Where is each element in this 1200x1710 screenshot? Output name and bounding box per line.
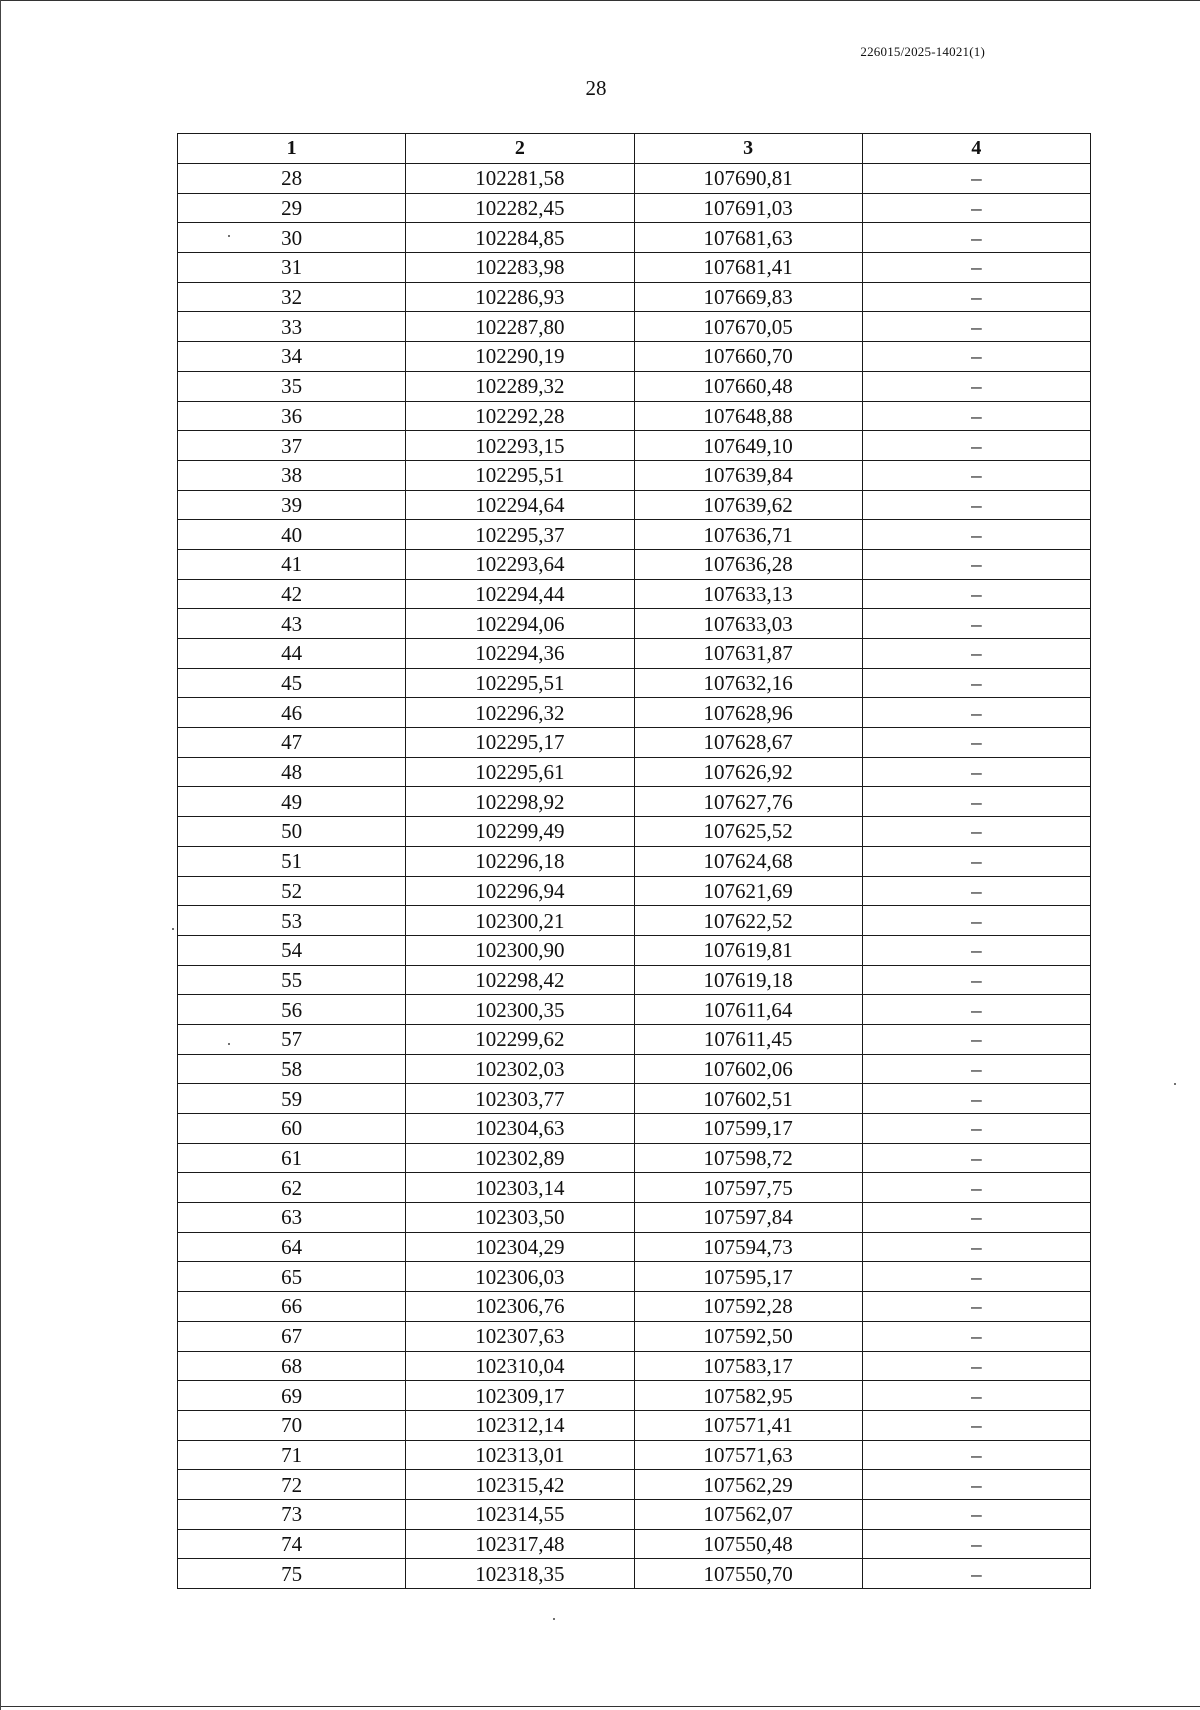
scan-left-edge [0, 0, 1, 1710]
table-cell: 107602,51 [634, 1084, 862, 1114]
table-cell: 43 [178, 609, 406, 639]
table-cell: – [862, 1024, 1090, 1054]
scan-bottom-rule [0, 1706, 1200, 1707]
table-cell: 44 [178, 639, 406, 669]
table-cell: 107597,84 [634, 1203, 862, 1233]
table-cell: 107649,10 [634, 431, 862, 461]
table-cell: 107628,67 [634, 728, 862, 758]
table-cell: 40 [178, 520, 406, 550]
table-cell: 107597,75 [634, 1173, 862, 1203]
column-header: 3 [634, 134, 862, 164]
table-cell: 50 [178, 817, 406, 847]
table-cell: – [862, 223, 1090, 253]
column-header: 2 [406, 134, 634, 164]
table-cell: 51 [178, 846, 406, 876]
table-cell: 102286,93 [406, 282, 634, 312]
table-row [178, 401, 1091, 431]
table-row [178, 876, 1091, 906]
table-cell: – [862, 342, 1090, 372]
table-cell: 102292,28 [406, 401, 634, 431]
table-cell: 107681,41 [634, 253, 862, 283]
table-cell: 107669,83 [634, 282, 862, 312]
table-row [178, 1559, 1091, 1589]
table-cell: 102312,14 [406, 1410, 634, 1440]
table-cell: 39 [178, 490, 406, 520]
table-cell: – [862, 698, 1090, 728]
table-cell: 72 [178, 1470, 406, 1500]
table-cell: 102294,06 [406, 609, 634, 639]
table-cell: – [862, 935, 1090, 965]
table-cell: – [862, 1410, 1090, 1440]
table-cell: – [862, 312, 1090, 342]
table-cell: 107592,28 [634, 1292, 862, 1322]
table-cell: – [862, 431, 1090, 461]
table-row [178, 1143, 1091, 1173]
table-cell: – [862, 1529, 1090, 1559]
scan-speck [172, 928, 174, 930]
table-cell: 107660,70 [634, 342, 862, 372]
table-cell: 102303,50 [406, 1203, 634, 1233]
table-cell: 102287,80 [406, 312, 634, 342]
scan-speck [1174, 1083, 1176, 1085]
table-cell: 102299,62 [406, 1024, 634, 1054]
table-cell: 102300,35 [406, 995, 634, 1025]
table-cell: – [862, 965, 1090, 995]
table-cell: – [862, 1143, 1090, 1173]
table-cell: 107611,64 [634, 995, 862, 1025]
table-cell: 47 [178, 728, 406, 758]
table-cell: 102295,17 [406, 728, 634, 758]
table-row [178, 1529, 1091, 1559]
table-cell: – [862, 1351, 1090, 1381]
table-cell: 107670,05 [634, 312, 862, 342]
table-cell: 102295,61 [406, 757, 634, 787]
table-row [178, 787, 1091, 817]
table-cell: 102294,44 [406, 579, 634, 609]
table-row [178, 668, 1091, 698]
table-cell: 107626,92 [634, 757, 862, 787]
table-cell: 107631,87 [634, 639, 862, 669]
table-cell: 31 [178, 253, 406, 283]
table-cell: 107592,50 [634, 1321, 862, 1351]
table-cell: 102302,89 [406, 1143, 634, 1173]
table-row [178, 1054, 1091, 1084]
table-cell: 68 [178, 1351, 406, 1381]
table-cell: 102310,04 [406, 1351, 634, 1381]
table-cell: 59 [178, 1084, 406, 1114]
table-cell: – [862, 1321, 1090, 1351]
table-cell: 57 [178, 1024, 406, 1054]
table-row [178, 1173, 1091, 1203]
table-cell: 102281,58 [406, 164, 634, 194]
table-row [178, 1470, 1091, 1500]
table-cell: 102303,77 [406, 1084, 634, 1114]
table-row [178, 698, 1091, 728]
table-cell: – [862, 253, 1090, 283]
table-cell: 107602,06 [634, 1054, 862, 1084]
table-cell: – [862, 460, 1090, 490]
table-cell: – [862, 995, 1090, 1025]
table-cell: – [862, 728, 1090, 758]
table-cell: 107639,84 [634, 460, 862, 490]
table-cell: 102283,98 [406, 253, 634, 283]
table-row [178, 1440, 1091, 1470]
table-cell: 107681,63 [634, 223, 862, 253]
table-row [178, 1292, 1091, 1322]
table-cell: 52 [178, 876, 406, 906]
table-cell: 63 [178, 1203, 406, 1233]
table-cell: 62 [178, 1173, 406, 1203]
table-cell: 102313,01 [406, 1440, 634, 1470]
table-cell: 107648,88 [634, 401, 862, 431]
table-cell: – [862, 817, 1090, 847]
table-row [178, 312, 1091, 342]
table-cell: 61 [178, 1143, 406, 1173]
table-cell: – [862, 1559, 1090, 1589]
table-cell: 64 [178, 1232, 406, 1262]
table-cell: 107636,71 [634, 520, 862, 550]
table-cell: 107619,81 [634, 935, 862, 965]
table-row [178, 639, 1091, 669]
table-cell: 102318,35 [406, 1559, 634, 1589]
table-cell: 102295,51 [406, 668, 634, 698]
table-cell: 107622,52 [634, 906, 862, 936]
table-cell: 75 [178, 1559, 406, 1589]
table-row [178, 1499, 1091, 1529]
table-cell: 102299,49 [406, 817, 634, 847]
table-cell: 102296,32 [406, 698, 634, 728]
table-cell: – [862, 401, 1090, 431]
table-row [178, 579, 1091, 609]
table-cell: 38 [178, 460, 406, 490]
table-cell: 30 [178, 223, 406, 253]
table-row [178, 1381, 1091, 1411]
table-row [178, 935, 1091, 965]
table-cell: 48 [178, 757, 406, 787]
table-cell: 107550,70 [634, 1559, 862, 1589]
table-cell: – [862, 1440, 1090, 1470]
table-cell: 107633,13 [634, 579, 862, 609]
table-cell: 102284,85 [406, 223, 634, 253]
table-cell: – [862, 1173, 1090, 1203]
table-cell: 37 [178, 431, 406, 461]
table-cell: 107625,52 [634, 817, 862, 847]
table-cell: 28 [178, 164, 406, 194]
table-cell: 67 [178, 1321, 406, 1351]
table-cell: 41 [178, 549, 406, 579]
table-cell: 65 [178, 1262, 406, 1292]
table-cell: – [862, 639, 1090, 669]
table-cell: – [862, 1084, 1090, 1114]
table-row [178, 995, 1091, 1025]
table-cell: 102303,14 [406, 1173, 634, 1203]
table-cell: – [862, 549, 1090, 579]
table-cell: 102315,42 [406, 1470, 634, 1500]
coordinates-table [177, 133, 1091, 1589]
table-cell: 102295,51 [406, 460, 634, 490]
table-row [178, 965, 1091, 995]
scan-speck [553, 1618, 555, 1620]
table-cell: 102294,64 [406, 490, 634, 520]
table-row [178, 549, 1091, 579]
table-cell: 107562,07 [634, 1499, 862, 1529]
table-cell: – [862, 1054, 1090, 1084]
table-cell: 102298,42 [406, 965, 634, 995]
table-cell: 56 [178, 995, 406, 1025]
table-cell: 107611,45 [634, 1024, 862, 1054]
table-row [178, 757, 1091, 787]
table-cell: – [862, 757, 1090, 787]
table-cell: 107628,96 [634, 698, 862, 728]
table-cell: 102300,21 [406, 906, 634, 936]
table-cell: 32 [178, 282, 406, 312]
table-row [178, 609, 1091, 639]
table-cell: 53 [178, 906, 406, 936]
table-row [178, 1262, 1091, 1292]
table-row [178, 1410, 1091, 1440]
table-cell: 107639,62 [634, 490, 862, 520]
table-row [178, 253, 1091, 283]
table-cell: 107550,48 [634, 1529, 862, 1559]
table-row [178, 490, 1091, 520]
table-cell: 107632,16 [634, 668, 862, 698]
table-cell: 107660,48 [634, 371, 862, 401]
table-cell: 107691,03 [634, 193, 862, 223]
table-cell: 35 [178, 371, 406, 401]
table-cell: – [862, 579, 1090, 609]
table-cell: 102302,03 [406, 1054, 634, 1084]
table-cell: 107571,63 [634, 1440, 862, 1470]
table-cell: 46 [178, 698, 406, 728]
table-row [178, 223, 1091, 253]
column-header: 1 [178, 134, 406, 164]
table-cell: – [862, 164, 1090, 194]
table-cell: 102304,29 [406, 1232, 634, 1262]
table-cell: 107595,17 [634, 1262, 862, 1292]
table-header-row [178, 134, 1091, 164]
table-cell: 42 [178, 579, 406, 609]
table-row [178, 460, 1091, 490]
table-cell: 102293,64 [406, 549, 634, 579]
table-cell: 107562,29 [634, 1470, 862, 1500]
table-cell: 71 [178, 1440, 406, 1470]
table-cell: 45 [178, 668, 406, 698]
table-cell: 107624,68 [634, 846, 862, 876]
table-cell: 102298,92 [406, 787, 634, 817]
table-cell: 55 [178, 965, 406, 995]
table-cell: – [862, 787, 1090, 817]
table-cell: – [862, 282, 1090, 312]
table-row [178, 1203, 1091, 1233]
table-cell: 36 [178, 401, 406, 431]
table-cell: 107690,81 [634, 164, 862, 194]
table-row [178, 906, 1091, 936]
table-row [178, 431, 1091, 461]
table-cell: 107636,28 [634, 549, 862, 579]
table-cell: 107621,69 [634, 876, 862, 906]
table-row [178, 193, 1091, 223]
table-row [178, 1024, 1091, 1054]
table-cell: 107598,72 [634, 1143, 862, 1173]
table-cell: – [862, 846, 1090, 876]
table-cell: 102295,37 [406, 520, 634, 550]
table-cell: 102314,55 [406, 1499, 634, 1529]
table-cell: 29 [178, 193, 406, 223]
table-cell: 102290,19 [406, 342, 634, 372]
table-cell: – [862, 609, 1090, 639]
table-cell: – [862, 1470, 1090, 1500]
table-row [178, 1232, 1091, 1262]
table-cell: 73 [178, 1499, 406, 1529]
table-cell: 102296,18 [406, 846, 634, 876]
page-number: 28 [585, 76, 607, 100]
table-cell: – [862, 1499, 1090, 1529]
table-cell: – [862, 1114, 1090, 1144]
table-cell: 58 [178, 1054, 406, 1084]
table-cell: 107583,17 [634, 1351, 862, 1381]
table-cell: – [862, 1381, 1090, 1411]
table-cell: 107619,18 [634, 965, 862, 995]
table-cell: – [862, 193, 1090, 223]
table-cell: 102294,36 [406, 639, 634, 669]
table-cell: 102289,32 [406, 371, 634, 401]
table-cell: 107633,03 [634, 609, 862, 639]
table-cell: 60 [178, 1114, 406, 1144]
table-row [178, 1084, 1091, 1114]
table-cell: 107627,76 [634, 787, 862, 817]
table-cell: 102317,48 [406, 1529, 634, 1559]
table-row [178, 282, 1091, 312]
table-row [178, 1114, 1091, 1144]
table-row [178, 1351, 1091, 1381]
table-row [178, 817, 1091, 847]
table-cell: 102306,76 [406, 1292, 634, 1322]
table-cell: 107571,41 [634, 1410, 862, 1440]
table-cell: 102306,03 [406, 1262, 634, 1292]
table-cell: – [862, 668, 1090, 698]
scan-top-rule [0, 0, 1200, 1]
table-cell: 70 [178, 1410, 406, 1440]
table-cell: 54 [178, 935, 406, 965]
table-cell: 102300,90 [406, 935, 634, 965]
table-cell: 33 [178, 312, 406, 342]
table-cell: 69 [178, 1381, 406, 1411]
table-cell: 107582,95 [634, 1381, 862, 1411]
column-header: 4 [862, 134, 1090, 164]
table-cell: – [862, 1232, 1090, 1262]
table-cell: 102309,17 [406, 1381, 634, 1411]
table-cell: 107599,17 [634, 1114, 862, 1144]
table-row [178, 342, 1091, 372]
table-cell: – [862, 1262, 1090, 1292]
table-cell: – [862, 906, 1090, 936]
table-body [178, 164, 1091, 1589]
table-cell: – [862, 876, 1090, 906]
table-cell: 102293,15 [406, 431, 634, 461]
table-row [178, 164, 1091, 194]
table-row [178, 371, 1091, 401]
table-cell: 102296,94 [406, 876, 634, 906]
table-cell: 102307,63 [406, 1321, 634, 1351]
table-row [178, 846, 1091, 876]
table-cell: 74 [178, 1529, 406, 1559]
table-cell: 102304,63 [406, 1114, 634, 1144]
table-cell: 66 [178, 1292, 406, 1322]
table-cell: 107594,73 [634, 1232, 862, 1262]
table-cell: – [862, 1292, 1090, 1322]
table-cell: – [862, 520, 1090, 550]
table-cell: 102282,45 [406, 193, 634, 223]
table-cell: 49 [178, 787, 406, 817]
table-row [178, 520, 1091, 550]
table-row [178, 1321, 1091, 1351]
table-row [178, 728, 1091, 758]
document-id: 226015/2025-14021(1) [860, 44, 985, 59]
table-cell: – [862, 490, 1090, 520]
table-cell: 34 [178, 342, 406, 372]
table-cell: – [862, 1203, 1090, 1233]
table-cell: – [862, 371, 1090, 401]
